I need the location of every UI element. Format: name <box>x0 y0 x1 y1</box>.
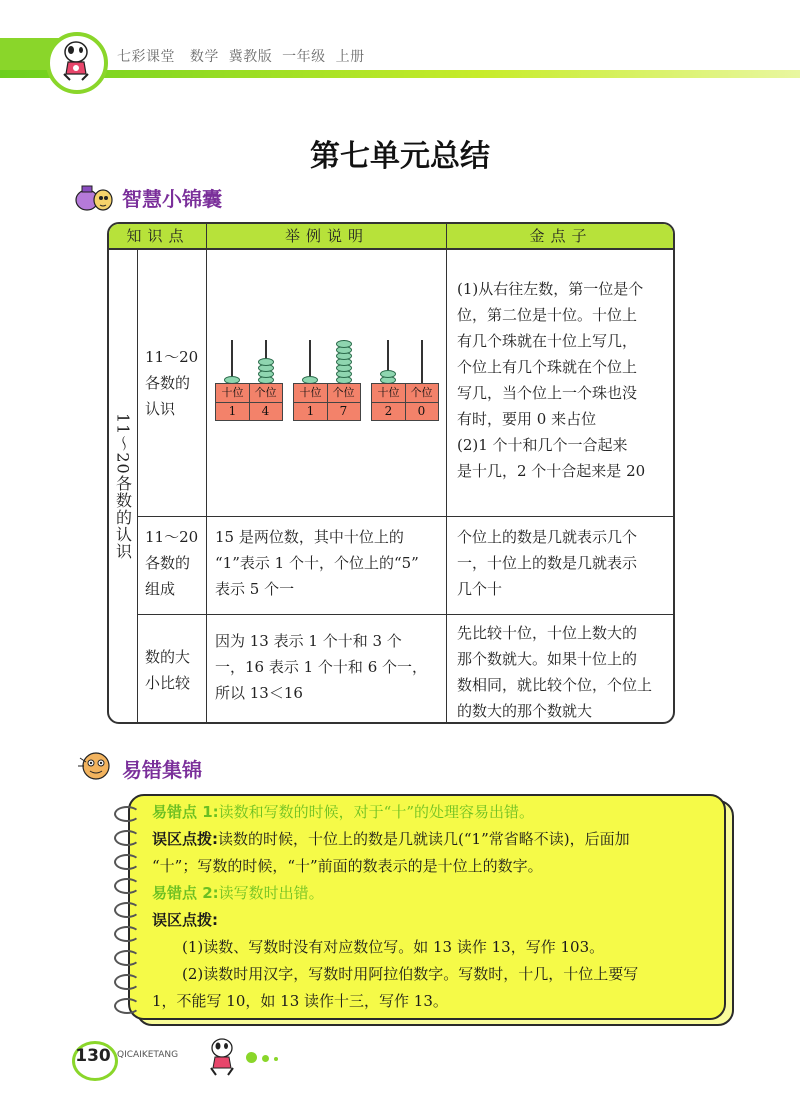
error-tip-2-line-3: 1，不能写 10，如 13 读作十三，写作 13。 <box>152 992 448 1010</box>
error-point-1 <box>152 801 534 823</box>
header-series: 七彩课堂 <box>117 49 175 65</box>
note-ring <box>114 950 140 966</box>
error-tip-1-text-a: 读数的时候，十位上的数是几就读几(“1”常省略不读)，后面加 <box>218 830 630 848</box>
header-bar <box>0 70 800 78</box>
grid-line <box>137 516 675 517</box>
row3-topic: 数的大 小比较 <box>145 648 191 692</box>
mascot-face-icon <box>74 748 114 782</box>
header-volume: 上册 <box>335 49 365 65</box>
error-point-2-label: 易错点 2: <box>152 884 219 902</box>
abacus-bead <box>258 358 274 366</box>
abacus-divider <box>327 384 328 420</box>
mascot-icon <box>56 38 96 82</box>
abacus-tens-label: 十位 <box>372 384 405 403</box>
header-subject: 数学 <box>189 49 219 65</box>
note-ring <box>114 830 140 846</box>
table-header-tip: 金点子 <box>529 227 593 245</box>
abacus-14 <box>215 335 283 425</box>
error-tip-2-line-1: (1)读数、写数时没有对应数位写。如 13 读作 13，写作 103。 <box>182 938 605 956</box>
abacus-tens-digit: 1 <box>228 404 237 418</box>
note-ring <box>114 806 140 822</box>
footer-dot <box>262 1055 269 1062</box>
error-tip-2-line-2: (2)读数时用汉字，写数时用阿拉伯数字。写数时，十几，十位上要写 <box>182 965 639 983</box>
abacus-tens-label: 十位 <box>216 384 249 403</box>
error-point-2-text: 读写数时出错。 <box>218 884 324 902</box>
abacus-bead <box>336 340 352 348</box>
grid-line <box>137 614 675 615</box>
row2-example: 15 是两位数，其中十位上的 “1”表示 1 个十，个位上的“5” 表示 5 个一 <box>215 528 419 598</box>
page-number: 130 <box>75 1046 111 1066</box>
abacus-divider <box>405 384 406 420</box>
abacus-ones-rod <box>421 340 423 384</box>
table-header-example: 举例说明 <box>284 227 369 245</box>
grid-line <box>137 250 138 724</box>
abacus-tens-label: 十位 <box>294 384 327 403</box>
header-text <box>117 46 365 66</box>
row2-topic: 11～20 各数的 组成 <box>145 528 199 598</box>
error-tip-2-label: 误区点拨: <box>152 911 218 929</box>
grid-line <box>446 224 447 724</box>
header-edition: 冀教版 <box>228 49 273 65</box>
error-point-1-label: 易错点 1: <box>152 803 219 821</box>
error-tip-1-label: 误区点拨: <box>152 830 218 848</box>
abacus-ones-label: 个位 <box>327 384 360 403</box>
abacus-examples <box>211 335 441 425</box>
error-point-2 <box>152 882 324 904</box>
abacus-ones-label: 个位 <box>249 384 282 403</box>
footer-dot <box>274 1057 278 1061</box>
grid-line <box>206 224 207 248</box>
note-ring <box>114 902 140 918</box>
error-tip-1-cont <box>152 855 543 877</box>
error-tip-1-text-b: “十”；写数的时候，“十”前面的数表示的是十位上的数字。 <box>152 857 543 875</box>
row3-tip: 先比较十位，十位上数大的 那个数就大。如果十位上的 数相同，就比较个位，个位上 的数大的那个数就大 <box>457 624 653 720</box>
abacus-place-box <box>371 383 439 421</box>
note-ring <box>114 878 140 894</box>
abacus-ones-digit: 7 <box>339 404 348 418</box>
note-ring <box>114 974 140 990</box>
footer-mascot-icon <box>202 1034 242 1078</box>
abacus-ones-label: 个位 <box>405 384 438 403</box>
grid-line <box>206 250 207 724</box>
abacus-20 <box>371 335 439 425</box>
abacus-divider <box>249 384 250 420</box>
knowledge-table <box>107 222 675 724</box>
error-tip-1 <box>152 828 630 850</box>
error-point-1-text: 读数和写数的时候，对于“十”的处理容易出错。 <box>218 803 535 821</box>
abacus-place-box <box>293 383 361 421</box>
abacus-tens-digit: 1 <box>306 404 315 418</box>
abacus-bead <box>380 370 396 378</box>
note-ring <box>114 926 140 942</box>
abacus-tens-digit: 2 <box>384 404 393 418</box>
row1-topic: 11～20 各数的 认识 <box>145 348 199 418</box>
header-grade: 一年级 <box>282 49 326 65</box>
abacus-ones-digit: 0 <box>417 404 426 418</box>
footer-dot <box>246 1052 257 1063</box>
row3-example: 因为 13 表示 1 个十和 3 个 一，16 表示 1 个十和 6 个一， 所以 13＜16 <box>215 632 428 702</box>
abacus-ones-digit: 4 <box>261 404 270 418</box>
section-title-wisdom: 智慧小锦囊 <box>122 187 222 211</box>
note-ring <box>114 854 140 870</box>
group-label: 11～20各数的认识 <box>113 412 133 560</box>
note-ring <box>114 998 140 1014</box>
error-tip-2 <box>152 909 218 931</box>
row2-tip: 个位上的数是几就表示几个 一，十位上的数是几就表示 几个十 <box>457 528 638 598</box>
table-header-row <box>109 224 673 250</box>
abacus-place-box <box>215 383 283 421</box>
page-title: 第七单元总结 <box>310 139 490 174</box>
section-title-errors: 易错集锦 <box>122 758 202 782</box>
row1-tip: (1)从右往左数，第一位是个 位，第二位是十位。十位上 有几个珠就在十位上写几， 个位上有几个珠就在个位上 写几，当个位上一个珠也没 有时，要用 0 来占位 (2)1 个十和几个一合起来 是十几，2 个十合起来是 20 <box>457 280 646 480</box>
footer-brand: QICAIKETANG <box>117 1050 179 1060</box>
table-header-knowledge: 知识点 <box>126 227 190 245</box>
lucky-bag-icon <box>74 178 114 212</box>
abacus-17 <box>293 335 361 425</box>
